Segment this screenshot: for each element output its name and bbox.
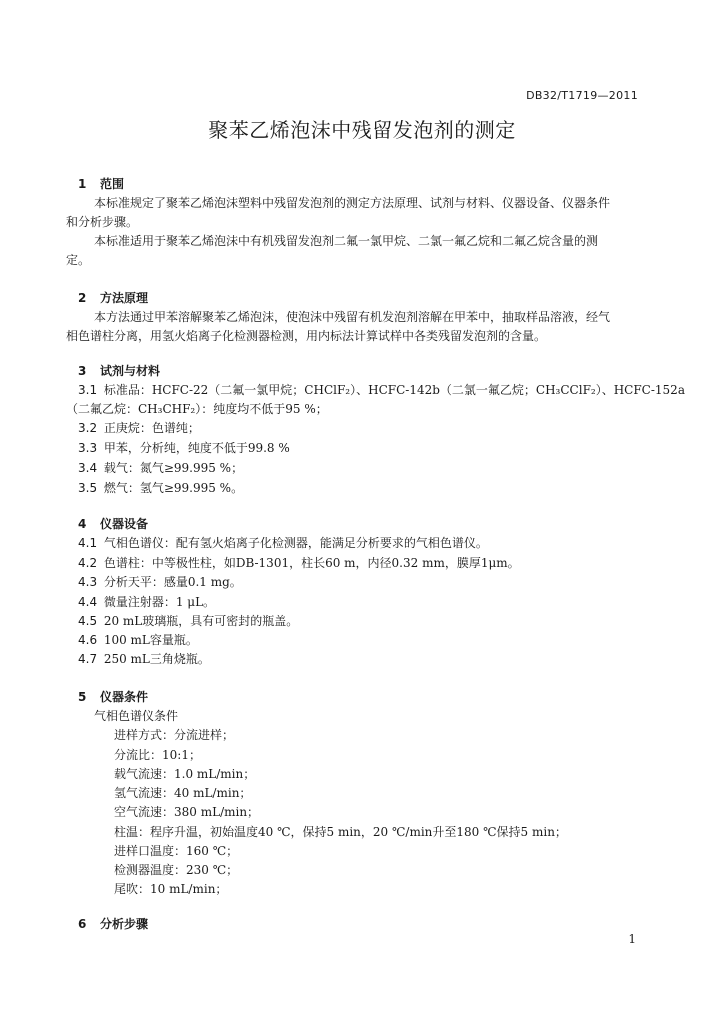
condition-line: 载气流速：1.0 mL/min；	[114, 767, 256, 781]
list-item: 4.4 微量注射器：1 μL。	[78, 595, 216, 609]
condition-line: 分流比：10:1；	[114, 748, 201, 762]
list-item: 4.7 250 mL三角烧瓶。	[78, 652, 210, 666]
condition-line: 进样方式：分流进样；	[114, 728, 235, 742]
list-item: 4.2 色谱柱：中等极性柱，如DB-1301，柱长60 m，内径0.32 mm，膜厚1μm。	[78, 556, 520, 570]
paragraph-line: 和分析步骤。	[66, 215, 139, 229]
section-heading: 1 范围	[78, 177, 125, 191]
list-item: 3.2 正庚烷：色谱纯；	[78, 421, 200, 435]
list-item: 3.3 甲苯，分析纯，纯度不低于99.8 %	[78, 441, 290, 455]
section-heading: 4 仪器设备	[78, 517, 149, 531]
document-title: 聚苯乙烯泡沫中残留发泡剂的测定	[208, 118, 516, 142]
condition-line: 尾吹：10 mL/min；	[114, 882, 228, 896]
condition-line: 检测器温度：230 ℃；	[114, 863, 239, 877]
list-item: 3.5 燃气：氢气≥99.995 %。	[78, 481, 244, 495]
condition-line: 进样口温度：160 ℃；	[114, 844, 239, 858]
section-heading: 6 分析步骤	[78, 917, 149, 931]
sub-heading: 气相色谱仪条件	[94, 709, 179, 723]
paragraph-line: 本方法通过甲苯溶解聚苯乙烯泡沫，使泡沫中残留有机发泡剂溶解在甲苯中，抽取样品溶液，经气	[94, 310, 611, 324]
section-heading: 5 仪器条件	[78, 690, 149, 704]
section-heading: 2 方法原理	[78, 291, 149, 305]
paragraph-line: 本标准规定了聚苯乙烯泡沫塑料中残留发泡剂的测定方法原理、试剂与材料、仪器设备、仪器条件	[94, 196, 611, 210]
paragraph-line: 定。	[66, 253, 91, 267]
condition-line: 空气流速：380 mL/min；	[114, 805, 260, 819]
condition-line: 柱温：程序升温，初始温度40 ℃，保持5 min，20 ℃/min升至180 ℃保持5 min；	[114, 825, 567, 839]
list-item: 4.1 气相色谱仪：配有氢火焰离子化检测器，能满足分析要求的气相色谱仪。	[78, 536, 488, 550]
condition-line: 氢气流速：40 mL/min；	[114, 786, 252, 800]
paragraph-line: 相色谱柱分离，用氢火焰离子化检测器检测，用内标法计算试样中各类残留发泡剂的含量。	[66, 329, 547, 343]
paragraph-line: 本标准适用于聚苯乙烯泡沫中有机残留发泡剂二氟一氯甲烷、二氯一氟乙烷和二氟乙烷含量的测	[94, 234, 599, 248]
section-heading: 3 试剂与材料	[78, 364, 161, 378]
list-item: 4.6 100 mL容量瓶。	[78, 633, 198, 647]
standard-number: DB32/T1719—2011	[526, 89, 638, 102]
list-item: 4.3 分析天平：感量0.1 mg。	[78, 575, 242, 589]
list-item: 3.4 载气：氮气≥99.995 %；	[78, 461, 244, 475]
list-item: 4.5 20 mL玻璃瓶，具有可密封的瓶盖。	[78, 614, 299, 628]
page-number: 1	[628, 932, 636, 946]
list-item: 3.1 标准品：HCFC-22（二氟一氯甲烷；CHClF₂）、HCFC-142b（二氯一氟乙烷；CH₃CClF₂）、HCFC-152a	[78, 383, 685, 397]
list-item-continuation: （二氟乙烷：CH₃CHF₂）：纯度均不低于95 %；	[66, 402, 328, 416]
